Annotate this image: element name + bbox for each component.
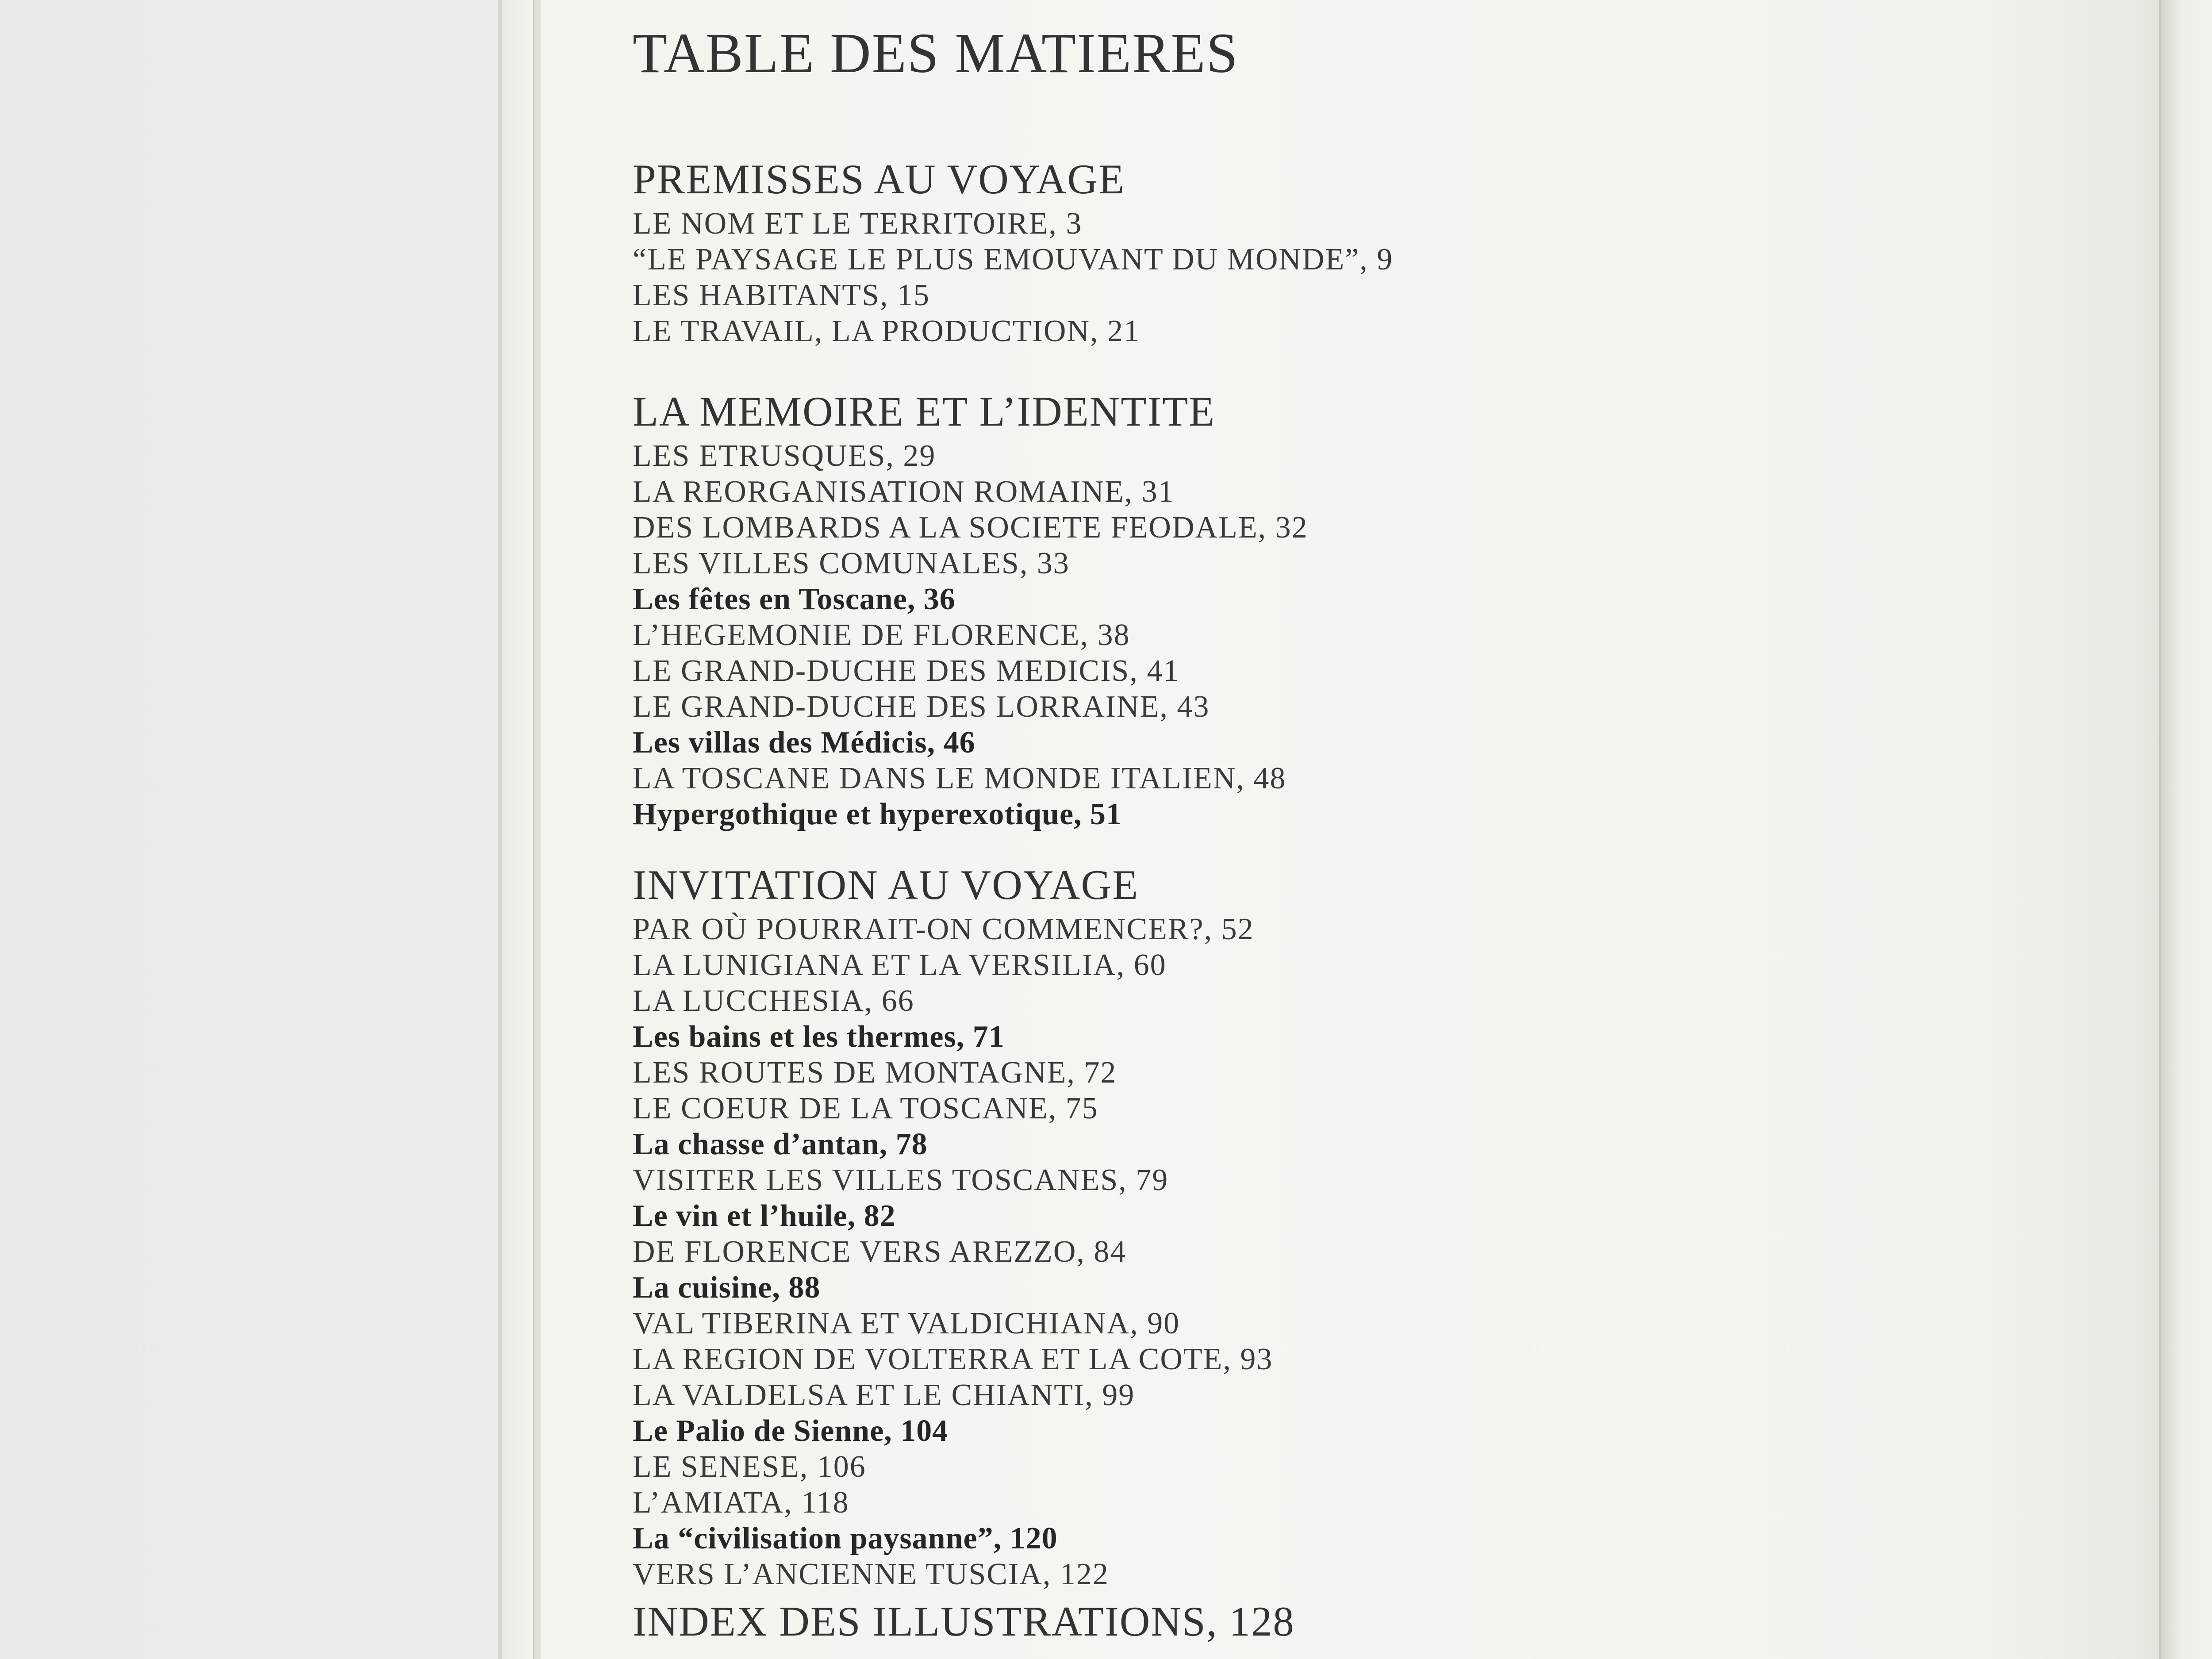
toc-entry-feature: Les villas des Médicis, 46 [633, 726, 975, 760]
toc-entry: LA TOSCANE DANS LE MONDE ITALIEN, 48 [633, 761, 1286, 795]
page-edge [533, 0, 541, 1659]
toc-entry-feature: Hypergothique et hyperexotique, 51 [633, 797, 1122, 831]
toc-entry: LES ROUTES DE MONTAGNE, 72 [633, 1056, 1117, 1090]
toc-section-index [633, 1595, 2093, 1648]
toc-entry: DES LOMBARDS A LA SOCIETE FEODALE, 32 [633, 511, 1308, 545]
section-heading: LA MEMOIRE ET L’IDENTITE [633, 388, 1216, 435]
toc-entry: LE NOM ET LE TERRITOIRE, 3 [633, 207, 1083, 241]
toc-entry: LA REORGANISATION ROMAINE, 31 [633, 475, 1175, 509]
toc-entry-feature: La “civilisation paysanne”, 120 [633, 1521, 1058, 1555]
toc-section-memoire [633, 385, 2093, 832]
toc-entry: PAR OÙ POURRAIT-ON COMMENCER?, 52 [633, 912, 1254, 946]
toc-entry: “LE PAYSAGE LE PLUS EMOUVANT DU MONDE”, 9 [633, 242, 1394, 276]
toc-entry: LE GRAND-DUCHE DES MEDICIS, 41 [633, 654, 1180, 688]
toc-entry: LES HABITANTS, 15 [633, 278, 930, 312]
toc-entry: VERS L’ANCIENNE TUSCIA, 122 [633, 1557, 1109, 1591]
toc-entry: LA VALDELSA ET LE CHIANTI, 99 [633, 1378, 1135, 1412]
toc-entry: LE GRAND-DUCHE DES LORRAINE, 43 [633, 690, 1210, 724]
toc-entry: LE TRAVAIL, LA PRODUCTION, 21 [633, 314, 1140, 348]
toc-entry-feature: Le vin et l’huile, 82 [633, 1199, 896, 1233]
section-heading: PREMISSES AU VOYAGE [633, 156, 1125, 203]
toc-entry: LES VILLES COMUNALES, 33 [633, 546, 1070, 580]
toc-entry-feature: La chasse d’antan, 78 [633, 1127, 928, 1161]
toc-entry: LE COEUR DE LA TOSCANE, 75 [633, 1091, 1098, 1125]
section-heading: INVITATION AU VOYAGE [633, 861, 1139, 908]
toc-entry: LA REGION DE VOLTERRA ET LA COTE, 93 [633, 1342, 1273, 1376]
toc-entry-feature: Le Palio de Sienne, 104 [633, 1414, 949, 1448]
toc-entry: DE FLORENCE VERS AREZZO, 84 [633, 1235, 1127, 1269]
toc-entry-feature: La cuisine, 88 [633, 1271, 821, 1305]
toc-entry-feature: Les bains et les thermes, 71 [633, 1020, 1005, 1054]
toc-entry: VISITER LES VILLES TOSCANES, 79 [633, 1163, 1169, 1197]
toc-entry-feature: Les fêtes en Toscane, 36 [633, 582, 956, 616]
toc-entry: VAL TIBERINA ET VALDICHIANA, 90 [633, 1306, 1180, 1340]
toc-section-invitation [633, 858, 2093, 1592]
toc-entry: L’AMIATA, 118 [633, 1486, 849, 1520]
toc-entry: LE SENESE, 106 [633, 1450, 866, 1484]
section-heading: INDEX DES ILLUSTRATIONS, 128 [633, 1598, 1295, 1645]
toc-entry: LA LUCCHESIA, 66 [633, 984, 914, 1018]
toc-entry: L’HEGEMONIE DE FLORENCE, 38 [633, 618, 1130, 652]
facing-page-edge [2159, 0, 2212, 1659]
page-title: TABLE DES MATIERES [633, 22, 1239, 84]
toc-section-premisses [633, 153, 2093, 349]
toc-entry: LES ETRUSQUES, 29 [633, 439, 936, 473]
toc-entry: LA LUNIGIANA ET LA VERSILIA, 60 [633, 948, 1167, 982]
